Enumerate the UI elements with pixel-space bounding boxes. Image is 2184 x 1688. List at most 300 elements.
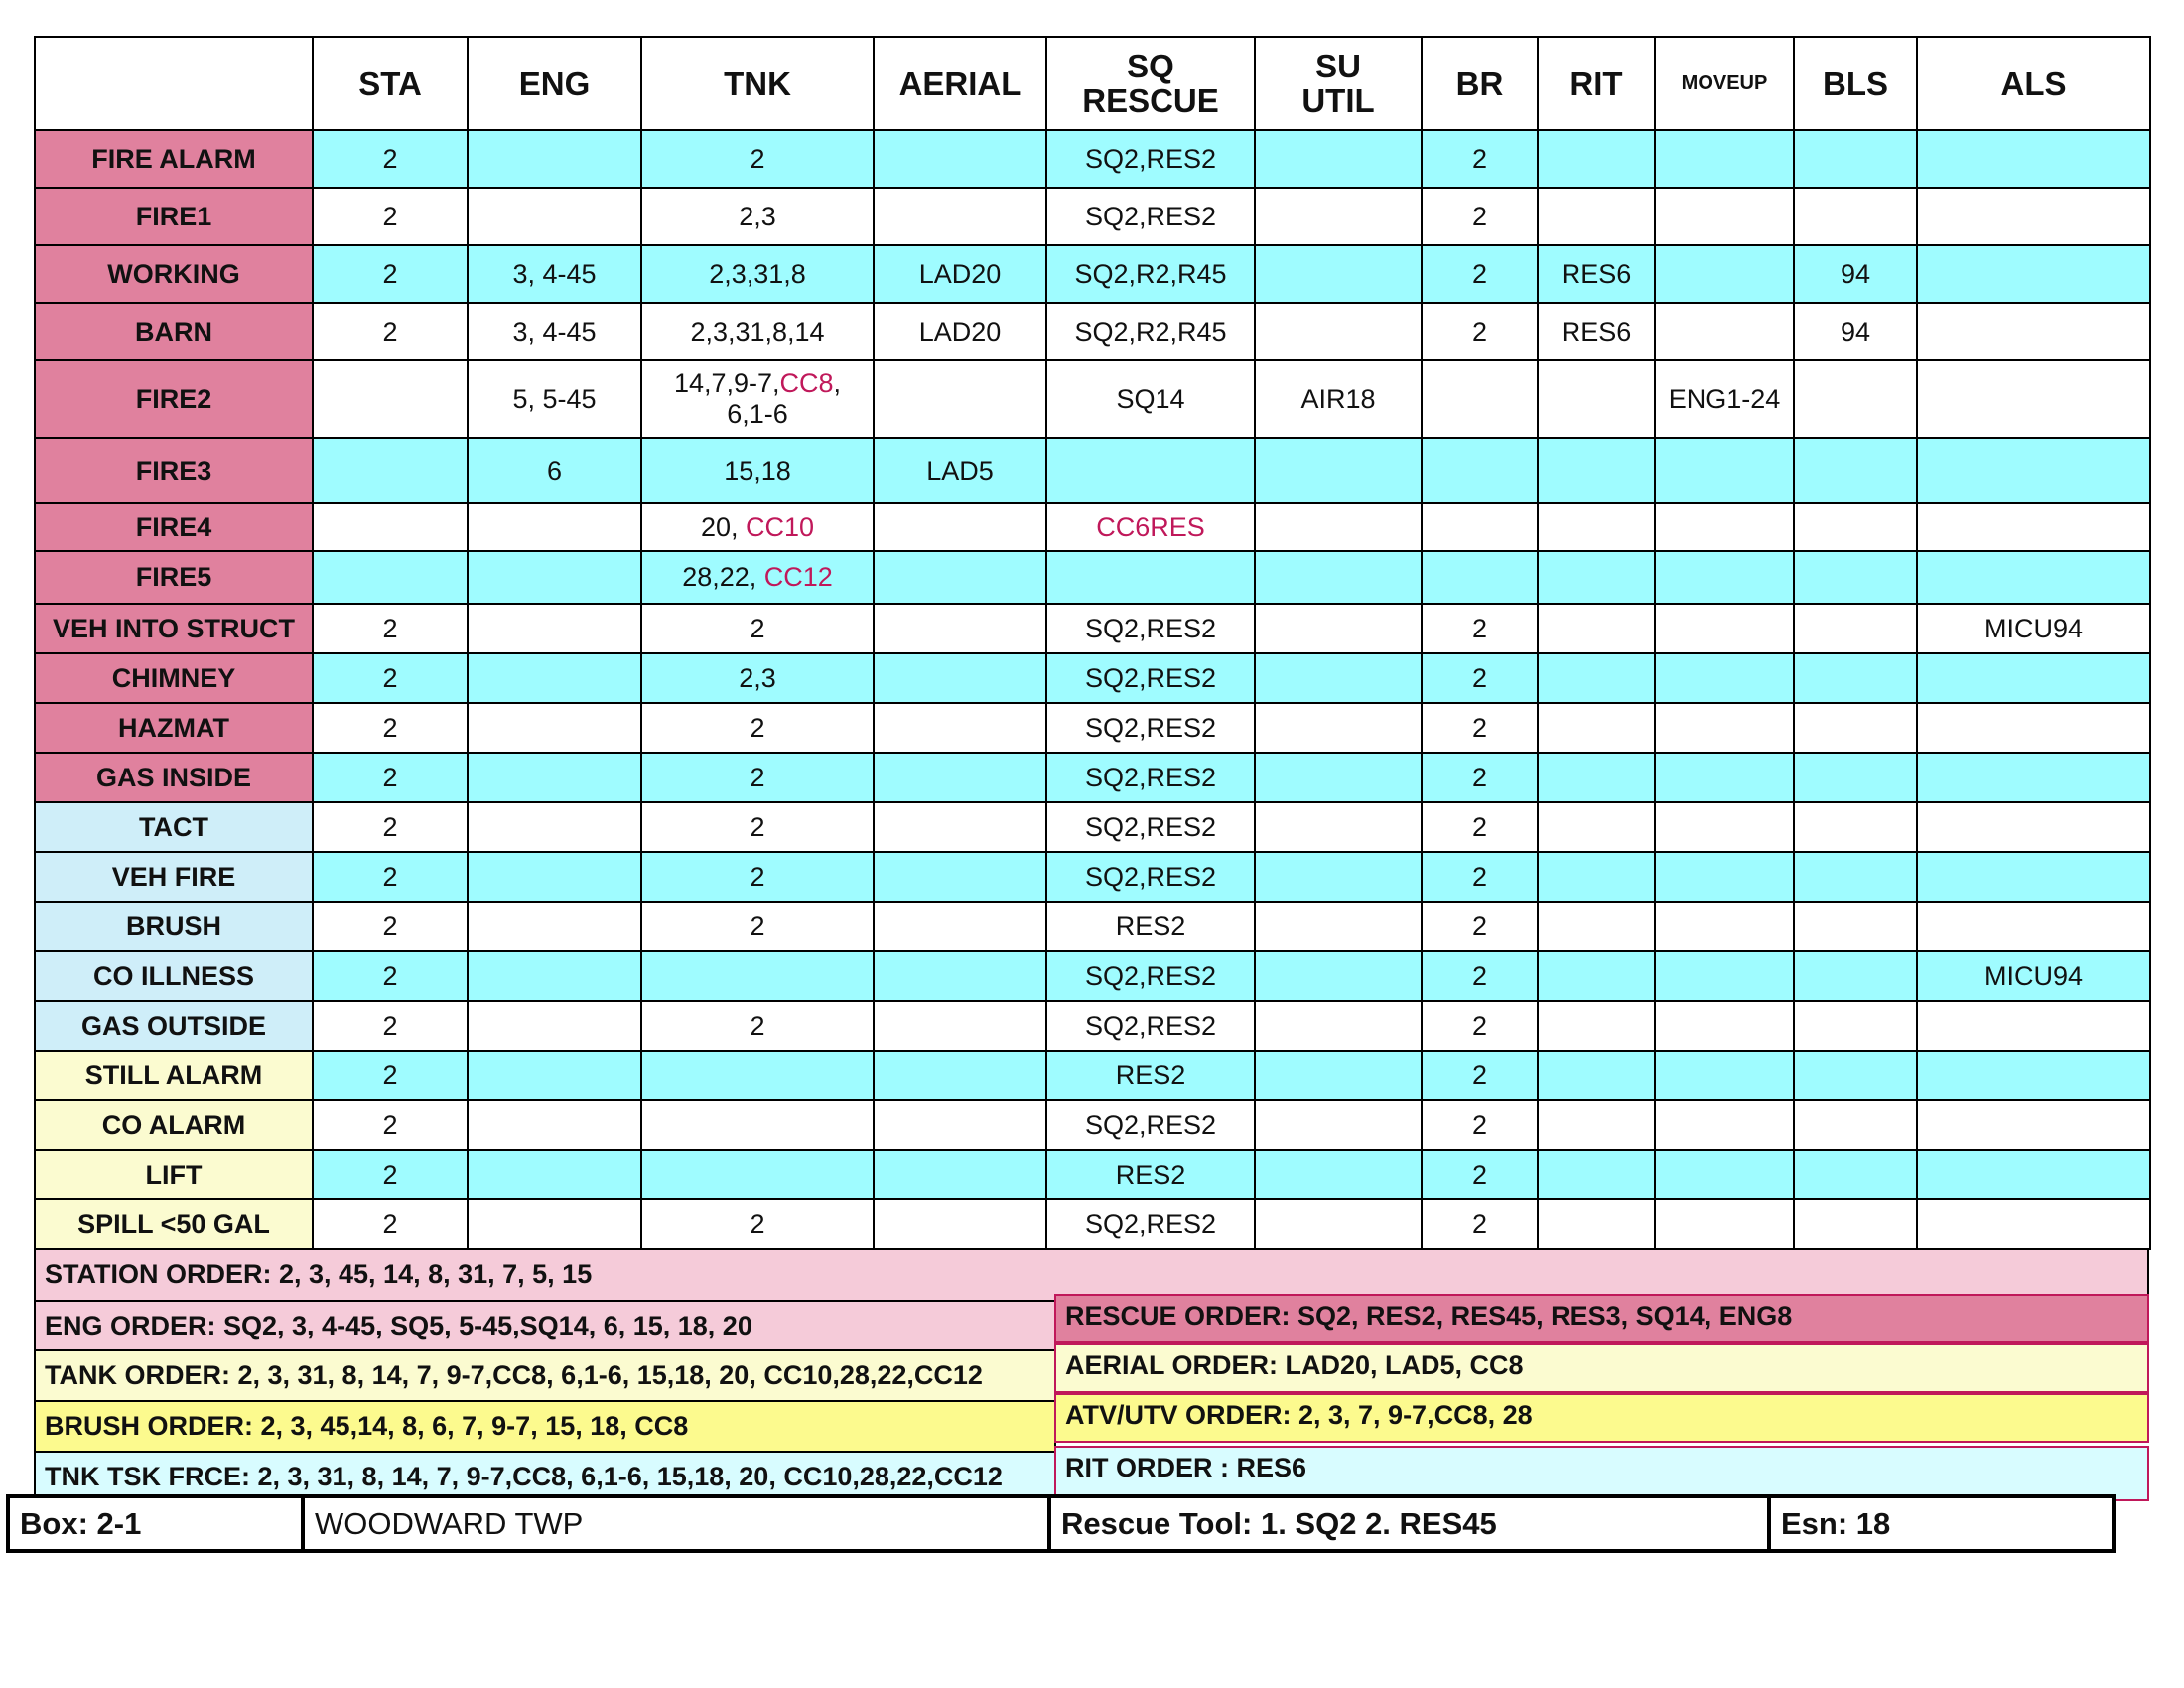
table-cell [1255, 1150, 1422, 1199]
column-header [874, 37, 1046, 130]
table-cell [1538, 551, 1655, 604]
box-number: Box: 2-1 [10, 1498, 305, 1549]
table-cell [1655, 902, 1794, 951]
row-label: CHIMNEY [35, 653, 313, 703]
table-cell [1538, 1100, 1655, 1150]
table-row [35, 1051, 2150, 1100]
table-cell: 2 [313, 951, 468, 1001]
table-cell: 2 [313, 130, 468, 188]
row-label: CO ALARM [35, 1100, 313, 1150]
table-cell [1255, 653, 1422, 703]
table-cell [1046, 551, 1255, 604]
table-cell [874, 551, 1046, 604]
row-label: VEH FIRE [35, 852, 313, 902]
station-order: STATION ORDER: 2, 3, 45, 14, 8, 31, 7, 5, 15 [34, 1250, 2149, 1302]
cell-text-highlight: CC8 [779, 368, 834, 398]
column-header [1046, 37, 1255, 130]
table-cell [1655, 753, 1794, 802]
table-cell: 2 [1422, 753, 1538, 802]
column-header-text: RESCUE [1082, 82, 1219, 119]
table-cell: RES6 [1538, 245, 1655, 303]
table-cell [1255, 902, 1422, 951]
table-cell: 2 [313, 852, 468, 902]
table-cell: RES2 [1046, 902, 1255, 951]
table-cell [1794, 130, 1917, 188]
table-cell [1794, 438, 1917, 503]
table-cell [313, 360, 468, 438]
table-cell: SQ2,RES2 [1046, 852, 1255, 902]
table-cell [1794, 653, 1917, 703]
column-header-text: MOVEUP [1681, 71, 1768, 94]
table-cell: 2 [313, 1001, 468, 1051]
rescue-tool: Rescue Tool: 1. SQ2 2. RES45 [1051, 1498, 1771, 1549]
table-cell: 2 [1422, 1100, 1538, 1150]
footer-bar [6, 1494, 2116, 1553]
table-cell: MICU94 [1917, 951, 2150, 1001]
table-cell [1794, 802, 1917, 852]
row-label: FIRE1 [35, 188, 313, 245]
table-cell: 2 [313, 303, 468, 360]
table-cell [1655, 438, 1794, 503]
table-cell: SQ2,R2,R45 [1046, 245, 1255, 303]
table-cell: SQ2,RES2 [1046, 604, 1255, 653]
table-cell: 2 [313, 188, 468, 245]
table-cell: 2,3 [641, 653, 874, 703]
table-row [35, 503, 2150, 551]
row-label: TACT [35, 802, 313, 852]
table-cell [1794, 951, 1917, 1001]
brush-order: BRUSH ORDER: 2, 3, 45,14, 8, 6, 7, 9-7, 15, 18, CC8 [34, 1400, 1056, 1453]
run-card-table [34, 36, 2151, 1250]
table-cell [1255, 303, 1422, 360]
column-header-text: SU [1315, 48, 1361, 84]
table-row [35, 130, 2150, 188]
column-header-text: ENG [518, 65, 591, 102]
table-cell [874, 1100, 1046, 1150]
table-cell: 2 [313, 245, 468, 303]
table-cell [874, 951, 1046, 1001]
table-cell: 2 [1422, 1150, 1538, 1199]
table-cell [1917, 902, 2150, 951]
table-cell [1538, 130, 1655, 188]
column-header-text: ALS [2000, 65, 2067, 102]
row-label: GAS INSIDE [35, 753, 313, 802]
table-cell [1538, 852, 1655, 902]
cell-text: 20, [700, 511, 746, 542]
table-cell [1794, 852, 1917, 902]
table-cell: MICU94 [1917, 604, 2150, 653]
table-cell [468, 902, 641, 951]
table-cell [468, 1001, 641, 1051]
table-cell [1538, 802, 1655, 852]
table-cell [1255, 604, 1422, 653]
table-cell: 2 [641, 130, 874, 188]
column-header-text: BLS [1823, 65, 1888, 102]
table-row [35, 802, 2150, 852]
table-cell: 2 [313, 604, 468, 653]
rit-order: RIT ORDER : RES6 [1054, 1446, 2149, 1501]
orders-block [34, 1250, 2149, 1504]
table-cell [1538, 438, 1655, 503]
table-cell [1794, 551, 1917, 604]
table-cell: SQ2,R2,R45 [1046, 303, 1255, 360]
cell-text-highlight: CC10 [746, 511, 815, 542]
row-label: FIRE3 [35, 438, 313, 503]
row-label: WORKING [35, 245, 313, 303]
table-cell [468, 753, 641, 802]
table-cell: 2 [641, 852, 874, 902]
table-cell [1655, 604, 1794, 653]
table-cell: 2 [641, 1199, 874, 1249]
table-cell: 2 [313, 802, 468, 852]
table-cell [874, 604, 1046, 653]
table-cell: 2 [641, 1001, 874, 1051]
table-cell [1538, 703, 1655, 753]
table-cell [1422, 360, 1538, 438]
table-cell [468, 1199, 641, 1249]
column-header-text: STA [358, 65, 422, 102]
table-cell [1422, 503, 1538, 551]
row-label: BARN [35, 303, 313, 360]
esn-number: Esn: 18 [1781, 1506, 1891, 1541]
table-cell [468, 703, 641, 753]
table-row [35, 303, 2150, 360]
table-row [35, 1001, 2150, 1051]
table-cell [1255, 551, 1422, 604]
table-cell [1917, 802, 2150, 852]
table-cell: SQ2,RES2 [1046, 703, 1255, 753]
table-cell: 2,3 [641, 188, 874, 245]
table-cell [468, 802, 641, 852]
table-cell: 2 [313, 1199, 468, 1249]
table-cell [1917, 551, 2150, 604]
table-cell [1538, 951, 1655, 1001]
table-cell: 3, 4-45 [468, 303, 641, 360]
table-cell [874, 1051, 1046, 1100]
row-label: FIRE5 [35, 551, 313, 604]
table-cell [874, 503, 1046, 551]
cell-text: 14,7,9-7, [673, 368, 780, 398]
table-cell [1917, 852, 2150, 902]
table-cell [1655, 1001, 1794, 1051]
table-cell: SQ2,RES2 [1046, 653, 1255, 703]
table-cell [1794, 188, 1917, 245]
table-cell: 6 [468, 438, 641, 503]
table-cell: 5, 5-45 [468, 360, 641, 438]
table-cell: SQ2,RES2 [1046, 130, 1255, 188]
table-cell: SQ2,RES2 [1046, 188, 1255, 245]
table-cell [1422, 438, 1538, 503]
row-label: STILL ALARM [35, 1051, 313, 1100]
table-cell [1538, 1199, 1655, 1249]
table-cell: 2 [641, 753, 874, 802]
table-cell [1255, 188, 1422, 245]
table-cell [874, 802, 1046, 852]
table-cell [468, 852, 641, 902]
table-cell [1255, 1199, 1422, 1249]
table-row [35, 360, 2150, 438]
table-cell [468, 551, 641, 604]
table-cell: 2 [1422, 802, 1538, 852]
table-cell: CC6RES [1046, 503, 1255, 551]
table-cell [1655, 1199, 1794, 1249]
table-cell [1794, 604, 1917, 653]
table-cell [1255, 951, 1422, 1001]
table-cell [1255, 703, 1422, 753]
table-cell [468, 503, 641, 551]
column-header-text: BR [1455, 65, 1504, 102]
table-cell [1655, 951, 1794, 1001]
table-cell [641, 503, 874, 551]
column-header [1538, 37, 1655, 130]
table-cell [313, 551, 468, 604]
table-cell [1255, 1100, 1422, 1150]
row-label: LIFT [35, 1150, 313, 1199]
table-cell [874, 130, 1046, 188]
column-header [1422, 37, 1538, 130]
table-cell [1255, 438, 1422, 503]
table-cell [468, 1150, 641, 1199]
table-cell [1794, 1100, 1917, 1150]
table-cell: 2 [1422, 703, 1538, 753]
table-cell [1255, 852, 1422, 902]
column-header [1917, 37, 2150, 130]
table-cell: 2 [1422, 604, 1538, 653]
table-cell: 2 [1422, 902, 1538, 951]
table-cell [874, 1001, 1046, 1051]
table-cell [641, 360, 874, 438]
table-row [35, 902, 2150, 951]
table-cell [1917, 653, 2150, 703]
table-cell [1655, 130, 1794, 188]
table-cell [1255, 1001, 1422, 1051]
row-label: SPILL <50 GAL [35, 1199, 313, 1249]
table-cell: SQ2,RES2 [1046, 753, 1255, 802]
table-cell [1538, 360, 1655, 438]
aerial-order: AERIAL ORDER: LAD20, LAD5, CC8 [1054, 1343, 2149, 1393]
table-cell [1422, 551, 1538, 604]
table-cell [1917, 703, 2150, 753]
table-cell: 2 [313, 703, 468, 753]
table-row [35, 604, 2150, 653]
table-cell [641, 551, 874, 604]
table-cell: AIR18 [1255, 360, 1422, 438]
table-cell [1794, 902, 1917, 951]
header-row [35, 37, 2150, 130]
table-row [35, 653, 2150, 703]
table-row [35, 1100, 2150, 1150]
atv-utv-order: ATV/UTV ORDER: 2, 3, 7, 9-7,CC8, 28 [1054, 1393, 2149, 1443]
table-cell: SQ14 [1046, 360, 1255, 438]
table-cell: 2 [313, 753, 468, 802]
table-cell [1655, 245, 1794, 303]
rescue-order: RESCUE ORDER: SQ2, RES2, RES45, RES3, SQ14, ENG8 [1054, 1294, 2149, 1343]
table-cell [1255, 1051, 1422, 1100]
table-cell: 2 [1422, 188, 1538, 245]
table-cell [468, 1051, 641, 1100]
column-header-text: AERIAL [898, 65, 1022, 102]
table-cell [1655, 703, 1794, 753]
table-cell [1655, 852, 1794, 902]
table-cell [313, 503, 468, 551]
table-cell [641, 951, 874, 1001]
table-cell: 2 [313, 1100, 468, 1150]
table-cell: RES2 [1046, 1150, 1255, 1199]
table-cell: 2 [641, 902, 874, 951]
table-cell [1917, 130, 2150, 188]
table-cell: 2,3,31,8,14 [641, 303, 874, 360]
table-cell: RES2 [1046, 1051, 1255, 1100]
table-cell [1917, 188, 2150, 245]
table-cell: RES6 [1538, 303, 1655, 360]
table-cell [1655, 551, 1794, 604]
table-cell [1046, 438, 1255, 503]
table-row [35, 852, 2150, 902]
table-cell [874, 703, 1046, 753]
table-cell: 2 [1422, 1001, 1538, 1051]
table-cell [468, 951, 641, 1001]
table-cell: 2 [641, 604, 874, 653]
table-cell: 94 [1794, 303, 1917, 360]
table-cell [1917, 303, 2150, 360]
table-row [35, 703, 2150, 753]
table-cell [1655, 653, 1794, 703]
cell-text: 6,1-6 [727, 399, 788, 429]
table-cell [874, 852, 1046, 902]
column-header [468, 37, 641, 130]
tank-order: TANK ORDER: 2, 3, 31, 8, 14, 7, 9-7,CC8, 6,1-6, 15,18, 20, CC10,28,22,CC12 [34, 1349, 1056, 1402]
column-header-text: RIT [1570, 65, 1623, 102]
table-cell: 2 [641, 703, 874, 753]
table-cell: 3, 4-45 [468, 245, 641, 303]
table-cell [1794, 753, 1917, 802]
table-cell [1255, 130, 1422, 188]
tnk-tsk-frce-order: TNK TSK FRCE: 2, 3, 31, 8, 14, 7, 9-7,CC8, 6,1-6, 15,18, 20, CC10,28,22,CC12 [34, 1451, 1056, 1504]
row-label: BRUSH [35, 902, 313, 951]
table-cell [1655, 303, 1794, 360]
row-label: FIRE2 [35, 360, 313, 438]
table-cell [1655, 1150, 1794, 1199]
dispatch-sheet [34, 36, 2149, 1504]
table-cell [1538, 1051, 1655, 1100]
table-cell [1794, 1001, 1917, 1051]
table-cell: 2 [313, 1150, 468, 1199]
table-cell [468, 653, 641, 703]
table-cell [1655, 802, 1794, 852]
table-cell [1538, 902, 1655, 951]
table-cell [1538, 753, 1655, 802]
eng-order: ENG ORDER: SQ2, 3, 4-45, SQ5, 5-45,SQ14, 6, 15, 18, 20 [34, 1300, 1056, 1351]
table-cell: SQ2,RES2 [1046, 802, 1255, 852]
table-cell: 2 [1422, 1051, 1538, 1100]
table-cell [1655, 1100, 1794, 1150]
table-cell [1538, 1150, 1655, 1199]
table-cell [1917, 1100, 2150, 1150]
table-cell [874, 902, 1046, 951]
column-header [313, 37, 468, 130]
table-cell: SQ2,RES2 [1046, 1199, 1255, 1249]
table-cell [1917, 1150, 2150, 1199]
table-cell [874, 753, 1046, 802]
table-cell: 94 [1794, 245, 1917, 303]
column-header [641, 37, 874, 130]
table-cell: 2 [641, 802, 874, 852]
row-label: VEH INTO STRUCT [35, 604, 313, 653]
table-cell [641, 1150, 874, 1199]
table-cell: ENG1-24 [1655, 360, 1794, 438]
table-cell: 2 [1422, 303, 1538, 360]
column-header [1655, 37, 1794, 130]
cell-text-highlight: CC12 [763, 562, 833, 592]
cell-text: 28,22, [682, 562, 764, 592]
table-cell [1655, 188, 1794, 245]
table-cell [874, 188, 1046, 245]
table-cell [1794, 360, 1917, 438]
table-cell [1538, 604, 1655, 653]
table-cell [1917, 753, 2150, 802]
table-cell [1917, 245, 2150, 303]
table-row [35, 753, 2150, 802]
table-cell [641, 1100, 874, 1150]
table-row [35, 1150, 2150, 1199]
cell-text: , [833, 368, 842, 398]
row-label: GAS OUTSIDE [35, 1001, 313, 1051]
table-cell: 2 [1422, 1199, 1538, 1249]
table-cell: 2 [313, 902, 468, 951]
table-cell: LAD5 [874, 438, 1046, 503]
table-cell [1255, 503, 1422, 551]
column-header-text: UTIL [1301, 82, 1375, 119]
table-cell [468, 604, 641, 653]
table-cell [874, 360, 1046, 438]
table-row [35, 1199, 2150, 1249]
column-header [1794, 37, 1917, 130]
table-cell: SQ2,RES2 [1046, 1100, 1255, 1150]
table-cell [1917, 1051, 2150, 1100]
table-cell: 2 [313, 653, 468, 703]
table-cell [874, 1199, 1046, 1249]
row-label: HAZMAT [35, 703, 313, 753]
column-header-text: SQ [1127, 48, 1174, 84]
row-label: FIRE ALARM [35, 130, 313, 188]
table-cell: 2 [1422, 852, 1538, 902]
table-cell [1917, 503, 2150, 551]
table-cell: LAD20 [874, 303, 1046, 360]
table-cell [1538, 1001, 1655, 1051]
table-cell [1538, 503, 1655, 551]
table-cell [1794, 1150, 1917, 1199]
row-label: CO ILLNESS [35, 951, 313, 1001]
table-cell: 2 [1422, 130, 1538, 188]
table-cell [468, 130, 641, 188]
table-cell [1917, 1199, 2150, 1249]
table-cell [1917, 1001, 2150, 1051]
table-cell [1794, 1051, 1917, 1100]
table-cell: SQ2,RES2 [1046, 1001, 1255, 1051]
table-cell [313, 438, 468, 503]
table-row [35, 188, 2150, 245]
table-cell: 2 [313, 1051, 468, 1100]
row-label: FIRE4 [35, 503, 313, 551]
table-cell: 2 [1422, 653, 1538, 703]
table-row [35, 438, 2150, 503]
table-row [35, 551, 2150, 604]
table-cell [874, 1150, 1046, 1199]
table-cell: SQ2,RES2 [1046, 951, 1255, 1001]
table-cell [1794, 503, 1917, 551]
table-cell [1794, 1199, 1917, 1249]
table-cell [1655, 1051, 1794, 1100]
